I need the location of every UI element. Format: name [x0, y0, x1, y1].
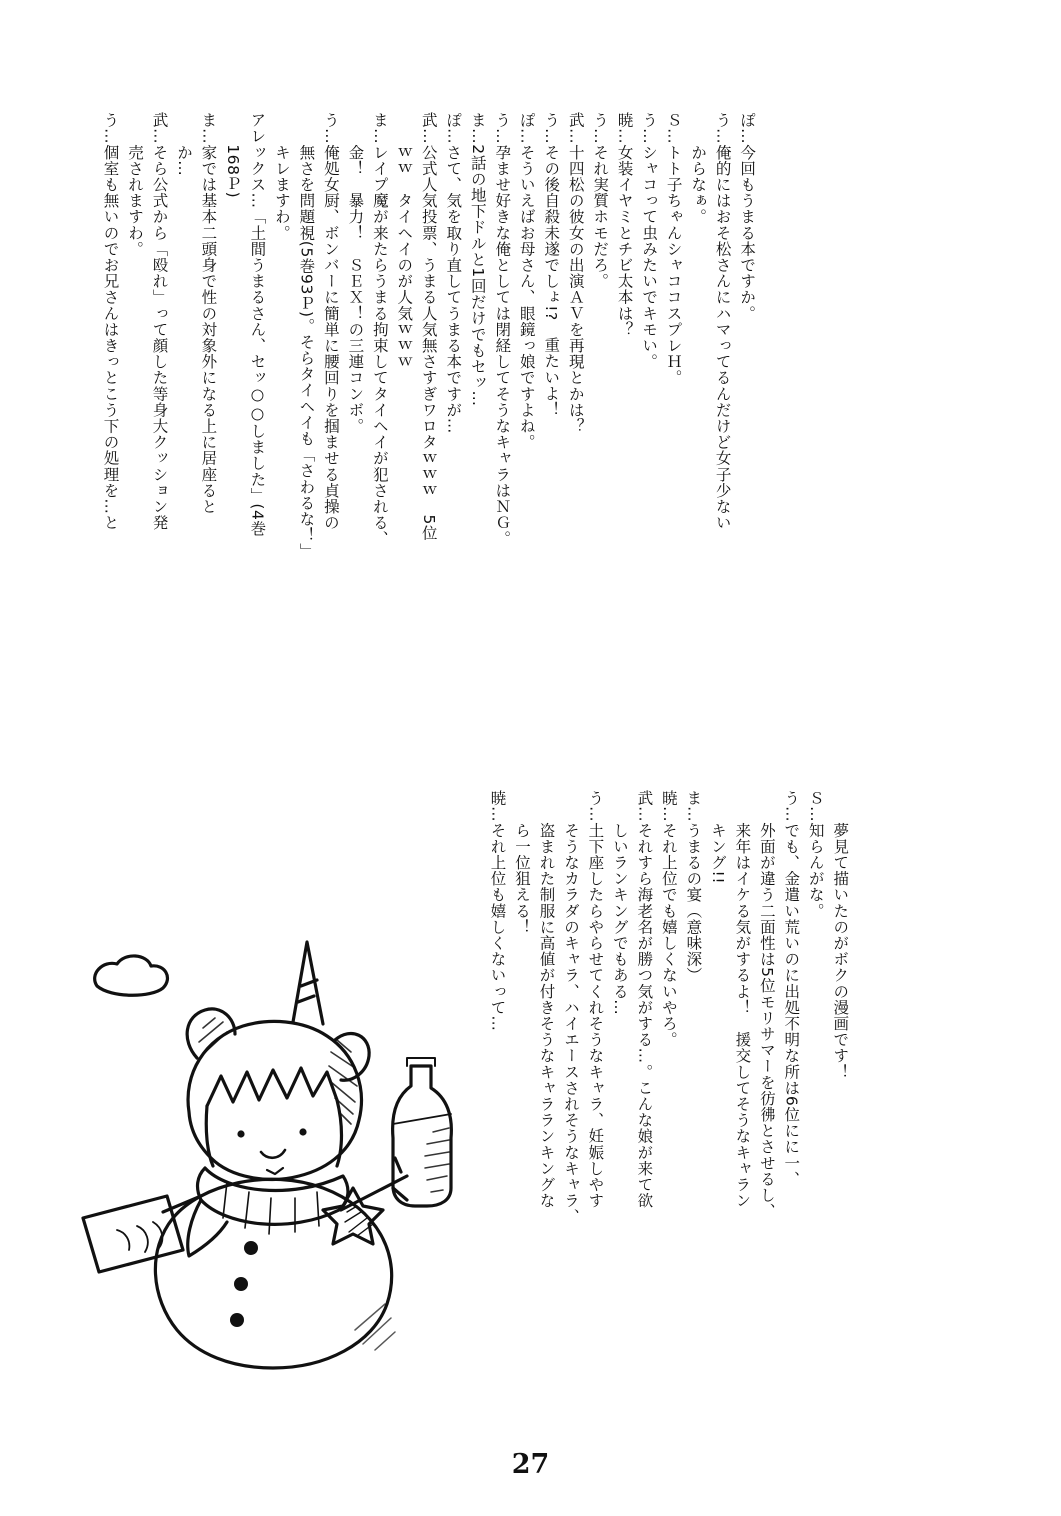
snowman-illustration	[55, 900, 495, 1420]
buttons	[230, 1241, 258, 1327]
snowman-head	[188, 1021, 361, 1179]
dialogue-lower-line-3: 外面が違う二面性は5位モリサマーを彷彿とさせるし、	[757, 790, 776, 1220]
dialogue-top-line-22: ま…家では基本二頭身で性の対象外になる上に居座ると	[199, 112, 218, 515]
dialogue-top-line-13: 武…公式人気投票、うまる人気無さすぎワロタｗｗｗ 5位	[419, 112, 438, 542]
dialogue-top-line-11: ま…2話の地下ドルと1回だけでもセッ…	[468, 112, 487, 407]
dialogue-top-line-4: う…シャコって虫みたいでキモい。	[640, 112, 659, 370]
dialogue-top-line-16: 金！ 暴力！ ＳＥＸ！の三連コンボ。	[346, 112, 365, 434]
dialogue-top-line-8: う…その後自殺未遂でしょ!? 重たいよ！	[542, 112, 561, 418]
dialogue-top-line-20: アレックス…「土間うまるさん、セッ○○しました」(4巻	[248, 112, 267, 537]
star-ornament	[323, 1188, 383, 1244]
dialogue-lower-line-9: しいランキングでもある…	[610, 790, 629, 1016]
dialogue-top-line-18: 無さを問題視(5巻93Ｐ)。そらタイヘイも「さわるな！」	[297, 112, 316, 560]
dialogue-top-line-17: う…俺処女厨、ボンバーに簡単に腰回りを掴ませる貞操の	[321, 112, 340, 531]
dialogue-top-line-12: ぽ…さて、気を取り直してうまる本ですが…	[444, 112, 463, 434]
dialogue-top-line-26: う…個室も無いのでお兄さんはきっとこう下の処理を…と	[101, 112, 120, 531]
dialogue-lower-line-11: そうなカラダのキャラ、ハイエースされそうなキャラ、	[561, 790, 580, 1225]
dialogue-lower-line-0: 夢見て描いたのがボクの漫画です！	[831, 790, 850, 1080]
afterword-dialogue-top	[98, 112, 759, 712]
dialogue-lower-line-10: う…土下座したらやらせてくれそうなキャラ、妊娠しやす	[586, 790, 605, 1209]
dialogue-lower-line-7: 暁…それ上位でも嬉しくないやろ。	[659, 790, 678, 1048]
dialogue-top-line-14: ｗｗ タイヘイのが人気ｗｗｗ	[395, 112, 414, 370]
dialogue-lower-line-5: キング!!	[708, 790, 727, 885]
dialogue-top-line-5: 暁…女装イヤミとチビ太本は？	[615, 112, 634, 338]
carrot-horn	[293, 942, 323, 1024]
page-number: 27	[511, 1449, 550, 1480]
dialogue-top-line-7: 武…十四松の彼女の出演ＡＶを再現とかは？	[566, 112, 585, 434]
dialogue-top-line-1: う…俺的にはおそ松さんにハマってるんだけど女子少ない	[713, 112, 732, 531]
speech-puff	[95, 956, 168, 995]
dialogue-top-line-10: う…孕ませ好きな俺としては閉経してそうなキャラはＮＧ。	[493, 112, 512, 547]
dialogue-lower-line-4: 来年はイケる気がするよ！ 援交してそうなキャラン	[733, 790, 752, 1209]
dialogue-top-line-25: 売されますわ。	[125, 112, 144, 257]
hair-bangs	[206, 1068, 341, 1166]
dialogue-top-line-9: ぽ…そういえばお母さん、眼鏡っ娘ですよね。	[517, 112, 536, 451]
dialogue-lower-line-2: う…でも、金遣い荒いのに出処不明な所は6位にに一、	[782, 790, 801, 1187]
dialogue-top-line-2: からなぁ。	[689, 112, 708, 225]
dialogue-lower-line-1: Ｓ…知らんがな。	[806, 790, 825, 919]
dialogue-top-line-3: Ｓ…トト子ちゃんシャココスプレＨ。	[664, 112, 683, 386]
snowman-body	[155, 1179, 391, 1368]
dialogue-top-line-23: か…	[174, 112, 193, 177]
dialogue-top-line-21: 168Ｐ)	[223, 112, 242, 199]
dialogue-top-line-19: キレますわ。	[272, 112, 291, 241]
afterword-dialogue-lower	[485, 790, 852, 1330]
dialogue-lower-line-13: ら一位狙える！	[512, 790, 531, 935]
dialogue-lower-line-8: 武…それすら海老名が勝つ気がする…。こんな娘が来て欲	[635, 790, 654, 1209]
dialogue-top-line-6: う…それ実質ホモだろ。	[591, 112, 610, 290]
dialogue-top-line-0: ぽ…今回もうまる本ですか。	[738, 112, 757, 322]
dialogue-lower-line-14: 暁…それ上位も嬉しくないって…	[488, 790, 507, 1032]
dialogue-lower-line-6: ま…うまるの宴（意味深）	[684, 790, 703, 984]
dialogue-lower-line-12: 盗まれた制服に高値が付きそうなキャラランキングな	[537, 790, 556, 1209]
face	[237, 1128, 306, 1174]
dialogue-top-line-15: ま…レイプ魔が来たらうまる拘束してタイヘイが犯される、	[370, 112, 389, 547]
dialogue-top-line-24: 武…そら公式から「殴れ」って顔した等身大クッション発	[150, 112, 169, 531]
